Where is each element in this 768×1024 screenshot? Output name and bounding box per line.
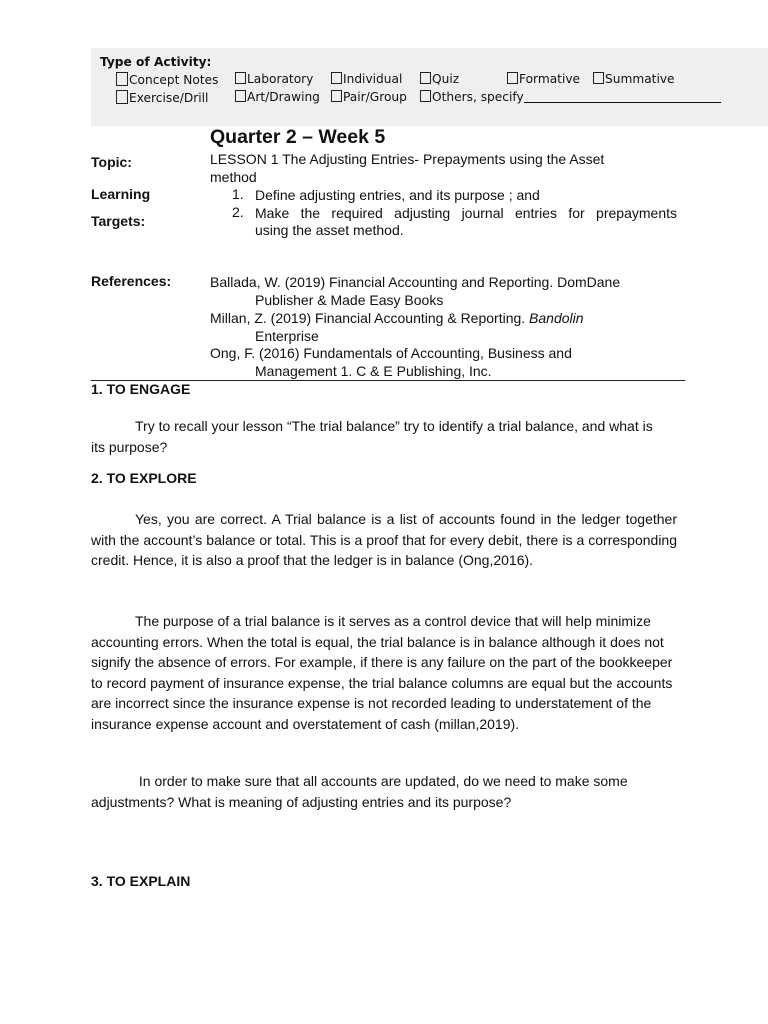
checkbox-quiz[interactable]: Quiz [420,72,459,86]
checkbox-pair-group[interactable]: Pair/Group [331,90,407,104]
engage-paragraph: Try to recall your lesson “The trial balance” try to identify a trial balance, and what is its purpose? [91,418,653,455]
reference-entry-cont: Enterprise [255,328,319,344]
checkbox-icon[interactable] [116,90,128,104]
heading-to-explain: 3. TO EXPLAIN [91,873,191,889]
heading-to-engage: 1. TO ENGAGE [91,381,191,397]
topic-text-line1: LESSON 1 The Adjusting Entries- Prepayments using the Asset [210,151,605,167]
checkbox-formative[interactable]: Formative [507,72,580,86]
target-text: Define adjusting entries, and its purpose ; and [255,187,540,203]
topic-text-line2: method [210,169,257,185]
reference-entry-cont: Publisher & Made Easy Books [255,292,444,308]
topic-label: Topic: [91,154,132,170]
checkbox-icon[interactable] [507,72,518,84]
checkbox-art-drawing[interactable]: Art/Drawing [235,90,320,104]
explore-paragraph-3: In order to make sure that all accounts are updated, do we need to make some adjustments? What is meaning of adjusting entries and its purpose? [91,773,628,810]
reference-entry-cont: Management 1. C & E Publishing, Inc. [255,363,492,379]
reference-entry: Millan, Z. (2019) Financial Accounting & Reporting. Bandolin [210,310,584,326]
page-title: Quarter 2 – Week 5 [210,126,386,148]
checkbox-exercise-drill[interactable]: Exercise/Drill [116,90,208,105]
checkbox-individual[interactable]: Individual [331,72,402,86]
specify-input-line[interactable] [524,102,721,103]
checkbox-icon[interactable] [116,72,128,86]
target-text-cont: using the asset method. [255,222,404,238]
activity-type-box [91,48,768,126]
checkbox-others-specify[interactable]: Others, specify [420,90,721,104]
heading-to-explore: 2. TO EXPLORE [91,470,197,486]
checkbox-icon[interactable] [420,72,431,84]
learning-targets-label-line2: Targets: [91,213,146,229]
reference-entry: Ong, F. (2016) Fundamentals of Accounting, Business and [210,345,572,361]
checkbox-laboratory[interactable]: Laboratory [235,72,313,86]
checkbox-icon[interactable] [331,72,342,84]
checkbox-concept-notes[interactable]: Concept Notes [116,72,218,87]
target-text: Make the required adjusting journal entries for prepayments [255,205,677,221]
checkbox-icon[interactable] [235,72,246,84]
target-number: 1. [232,186,244,202]
learning-targets-label-line1: Learning [91,186,151,202]
activity-type-title: Type of Activity: [100,55,212,69]
reference-entry: Ballada, W. (2019) Financial Accounting and Reporting. DomDane [210,274,621,290]
checkbox-icon[interactable] [235,90,246,102]
explore-paragraph-2: The purpose of a trial balance is it serves as a control device that will help minimize accounting errors. When the total is equal, the trial balance is in balance although it does not signify the absence of errors. For example, if there is any failure on the part of the bookkeeper to record payment of insurance expense, the trial balance columns are equal but the accounts are incorrect since the insurance expense is not recorded leading to understatement of the insurance expense account and overstatement of cash (millan,2019). [91,613,673,732]
checkbox-icon[interactable] [331,90,342,102]
checkbox-summative[interactable]: Summative [593,72,675,86]
target-number: 2. [232,204,244,220]
explore-paragraph-1: Yes, you are correct. A Trial balance is a list of accounts found in the ledger together with the account’s balance or total. This is a proof that for every debit, there is a corresponding credit. Hence, it is also a proof that the ledger is in balance (Ong,2016). [91,511,677,568]
checkbox-icon[interactable] [593,72,604,84]
checkbox-icon[interactable] [420,90,431,102]
references-label: References: [91,273,172,289]
